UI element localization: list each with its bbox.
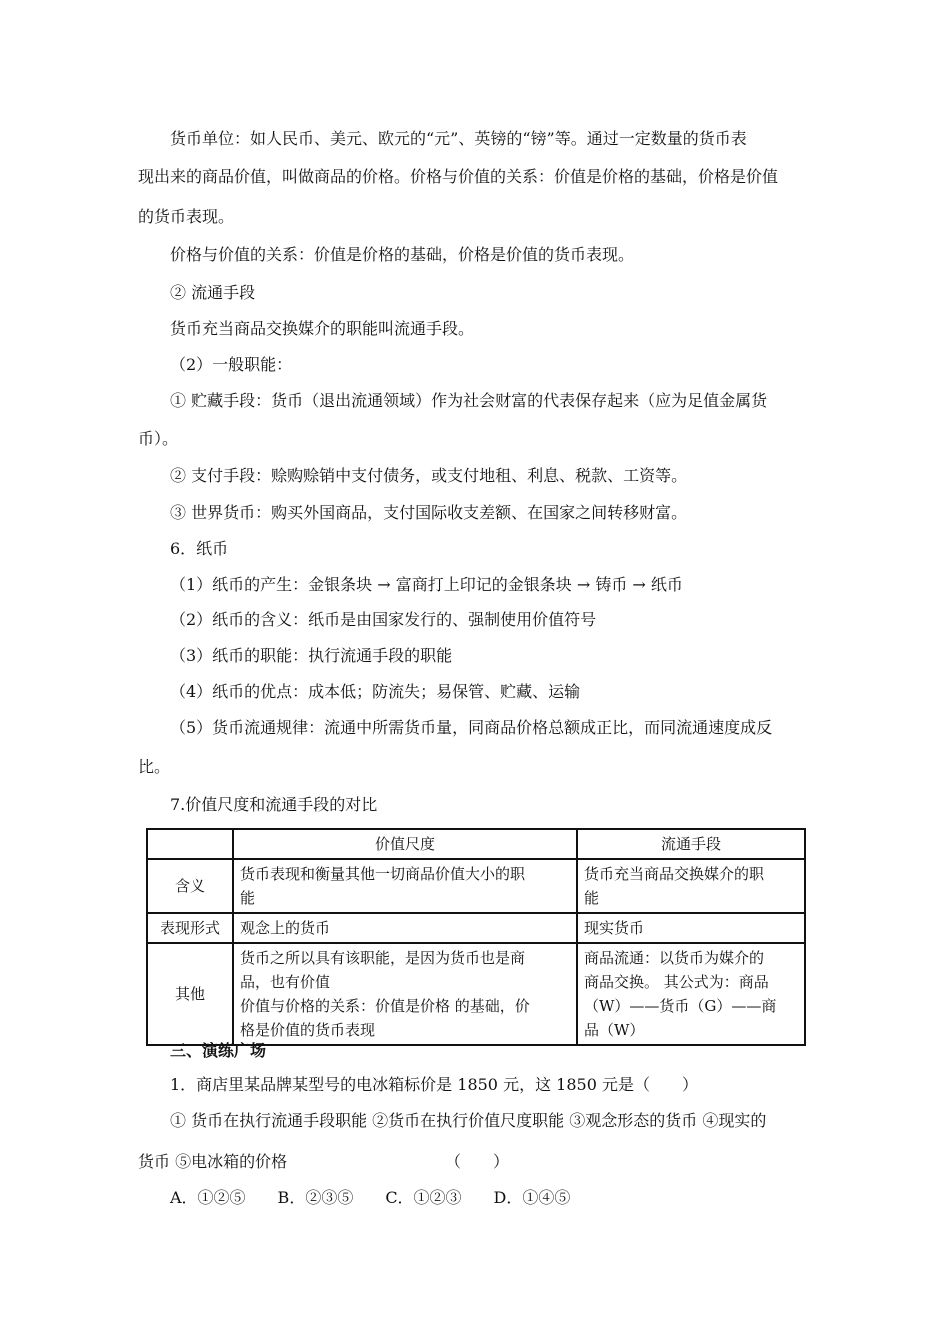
table-row-label-meaning: 含义 [147,859,233,913]
table-header-value-scale: 价值尺度 [233,829,577,859]
cell-text: 格是价值的货币表现 [240,1021,376,1039]
cell-text: 价值与价格的关系：价值是价格 的基础，价 [240,997,530,1015]
table-corner-cell [147,829,233,859]
paragraph-price-value: 价格与价值的关系：价值是价格的基础，价格是价值的货币表现。 [170,245,635,264]
paragraph-circulation-law: （5）货币流通规律：流通中所需货币量，同商品价格总额成正比，而同流通速度成反 [170,718,773,737]
table-cell [577,943,805,1045]
answer-parentheses: （ ） [445,1152,510,1171]
paragraph-currency-unit-cont: 现出来的商品价值，叫做商品的价格。价格与价值的关系：价值是价格的基础，价格是价值 [138,167,779,186]
question-1-options-end [138,1151,818,1173]
table-cell: 观念上的货币 [233,913,577,943]
heading-circulation: ② 流通手段 [170,283,256,302]
cell-text: 货币充当商品交换媒介的职 [584,865,765,883]
cell-text: 货币之所以具有该职能，是因为货币也是商 [240,949,526,967]
heading-general-functions: （2）一般职能： [170,355,293,374]
paragraph-currency-unit: 货币单位：如人民币、美元、欧元的“元”、英镑的“镑”等。通过一定数量的货币表 [170,129,747,148]
question-1-choices: A．①②⑤ B．②③⑤ C．①②③ D．①④⑤ [170,1188,571,1207]
paragraph-world-money: ③ 世界货币：购买外国商品，支付国际收支差额、在国家之间转移财富。 [170,503,688,522]
paragraph-paper-origin: （1）纸币的产生：金银条块 → 富商打上印记的金银条块 → 铸币 → 纸币 [170,575,683,594]
cell-text: （W）——货币（G）——商 [584,997,777,1015]
table-cell [233,943,577,1045]
question-1-options-text: 货币 ⑤电冰箱的价格 [138,1152,288,1171]
table-row [147,943,805,1045]
heading-paper-money: 6．纸币 [170,539,229,558]
cell-text: 能 [240,889,256,907]
paragraph-paper-meaning: （2）纸币的含义：纸币是由国家发行的、强制使用价值符号 [170,610,597,629]
cell-text: 商品交换。 其公式为：商品 [584,973,769,991]
heading-comparison: 7.价值尺度和流通手段的对比 [170,795,378,814]
paragraph-paper-advantages: （4）纸币的优点：成本低；防流失；易保管、贮藏、运输 [170,682,581,701]
table-cell [577,859,805,913]
cell-text: 能 [584,889,600,907]
comparison-table [146,828,806,1046]
cell-text: 商品流通：以货币为媒介的 [584,949,765,967]
cell-text: 品（W） [584,1021,645,1039]
table-row [147,859,805,913]
cell-text: 品，也有价值 [240,973,331,991]
question-1: 1．商店里某品牌某型号的电冰箱标价是 1850 元，这 1850 元是（ ） [170,1075,698,1094]
table-header-row [147,829,805,859]
table-cell [233,859,577,913]
table-cell: 现实货币 [577,913,805,943]
question-1-options: ① 货币在执行流通手段职能 ②货币在执行价值尺度职能 ③观念形态的货币 ④现实的 [170,1111,767,1130]
table-row-label-form: 表现形式 [147,913,233,943]
paragraph-hoarding: ① 贮藏手段：货币（退出流通领域）作为社会财富的代表保存起来（应为足值金属货 [170,391,768,410]
paragraph-paper-function: （3）纸币的职能：执行流通手段的职能 [170,646,453,665]
section-heading-practice: 三、演练广场 [170,1041,267,1060]
paragraph-circulation-law-end: 比。 [138,757,171,776]
cell-text: 货币表现和衡量其他一切商品价值大小的职 [240,865,526,883]
table-row [147,913,805,943]
paragraph-payment: ② 支付手段：赊购赊销中支付债务，或支付地租、利息、税款、工资等。 [170,466,688,485]
table-row-label-other: 其他 [147,943,233,1045]
table-header-circulation: 流通手段 [577,829,805,859]
paragraph-circulation-def: 货币充当商品交换媒介的职能叫流通手段。 [170,319,475,338]
paragraph-hoarding-end: 币）。 [138,429,179,448]
paragraph-currency-unit-end: 的货币表现。 [138,207,235,226]
